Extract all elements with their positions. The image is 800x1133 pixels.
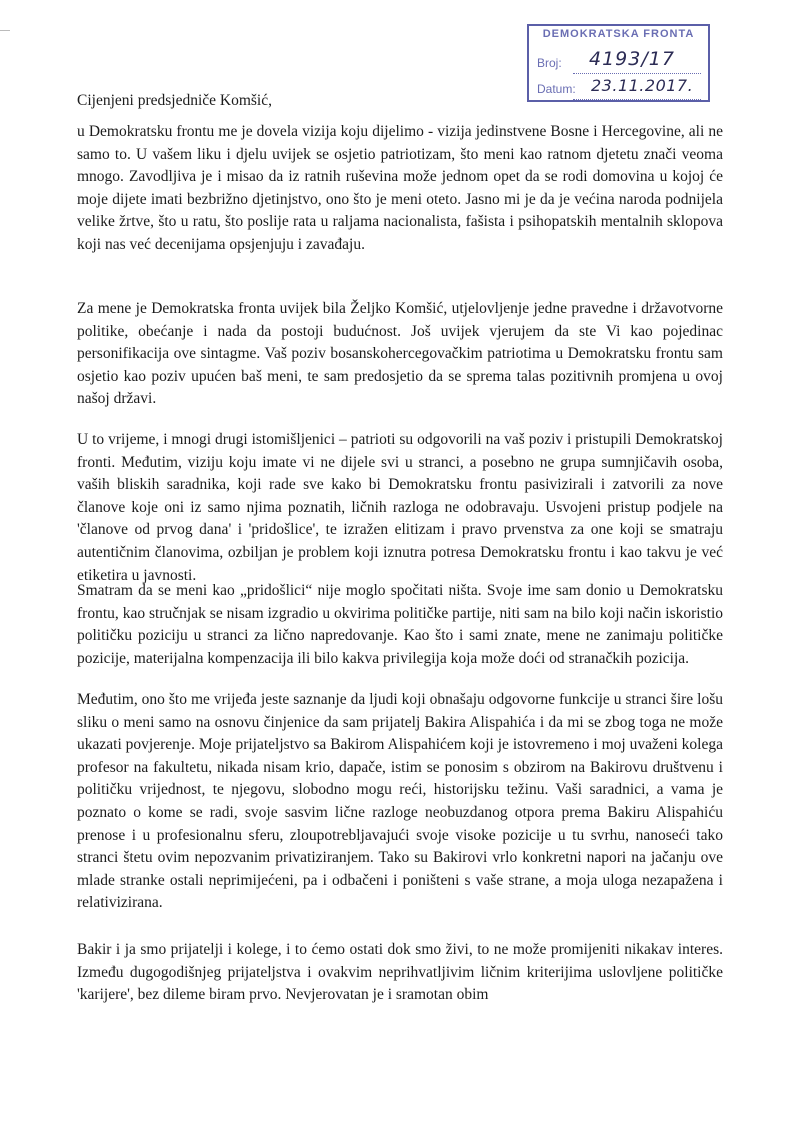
stamp-header: DEMOKRATSKA FRONTA <box>542 28 695 40</box>
paragraph: U to vrijeme, i mnogi drugi istomišljenici – patrioti su odgovorili na vaš poziv i pristupili Demokratskoj fronti. Međutim, viziju koju imate vi ne dijele svi u stranci, a posebno ne grupa sumnjičavih osoba, vaših bliskih saradnika, koji rade sve kako bi Demokratsku frontu pasivizirali i zatvorili za nove članove koje oni iz samo njima poznatih, ličnih razloga ne odobravaju. Usvojeni pristup podjele na 'članove od prvog dana' i 'pridošlice', te izražen elitizam i pravo prvenstva za one koji se smatraju autentičnim članovima, ozbiljan je problem koji iznutra potresa Demokratsku frontu i kao takvu je već etiketira u javnosti. <box>77 431 723 584</box>
stamp-datum-label: Datum: <box>537 82 576 96</box>
salutation: Cijenjeni predsjedniče Komšić, <box>77 92 272 109</box>
paragraph: Smatram da se meni kao „pridošlici“ nije moglo spočitati ništa. Svoje ime sam donio u Demokratsku frontu, kao stručnjak se nisam izgradio u okvirima političke partije, niti sam na bilo koji način iskoristio političku poziciju u stranci za lično napredovanje. Kao što i sami znate, mene ne zanimaju političke pozicije, materijalna kompenzacija ili bilo kakva privilegija koja može doći od stranačkih pozicija. <box>77 582 723 667</box>
stamp-datum-line <box>573 98 701 100</box>
stamp-datum-value: 23.11.2017. <box>591 76 694 95</box>
scan-mark <box>0 30 10 31</box>
stamp-broj-label: Broj: <box>537 56 562 70</box>
paragraph: u Demokratsku frontu me je dovela vizija koju dijelimo - vizija jedinstvene Bosne i Hercegovine, ali ne samo to. U vašem liku i djelu uvijek se osjetio patriotizam, što meni kao ratnom djetetu znači veoma mnogo. Zavodljiva je i misao da iz ratnih ruševina može jednom opet da se rodi domovina u kojoj će moje dijete imati bezbrižno djetinjstvo, ono što je meni oteto. Jasno mi je da je većina naroda podnijela velike žrtve, što u ratu, što poslije rata u raljama nacionalista, fašista i psihopatskih mentalnih sklopova koji nas već decenijama opsjenjuju i zavađaju. <box>77 123 723 253</box>
paragraph: Bakir i ja smo prijatelji i kolege, i to ćemo ostati dok smo živi, to ne može promijeniti nikakav interes. Između dugogodišnjeg prijateljstva i ovakvim neprihvatljivim ličnim kriterijima uslovljene političke 'karijere', bez dileme biram prvo. Nevjerovatan je i sramotan obim <box>77 941 723 1004</box>
stamp-broj-value: 4193/17 <box>589 48 675 70</box>
registry-stamp <box>527 24 710 102</box>
paragraph: Međutim, ono što me vrijeđa jeste saznanje da ljudi koji obnašaju odgovorne funkcije u stranci šire lošu sliku o meni samo na osnovu činjenice da sam prijatelj Bakira Alispahića i da mi se zbog toga ne može ukazati povjerenje. Moje prijateljstvo sa Bakirom Alispahićem koji je istovremeno i moj uvaženi kolega profesor na fakultetu, nikada nisam krio, dapače, istim se ponosim s obzirom na Bakirovu društvenu i političku vrijednost, te njegovu, slobodno mogu reći, historijsku težinu. Vaši saradnici, a vama je poznato o kome se radi, svoje sasvim lične razloge neobuzdanog otpora prema Bakiru Alispahiću prenose i u profesionalnu sferu, zloupotrebljavajući svoje visoke pozicije u tu svrhu, nanoseći tako stranci štetu ovim nepozvanim privatiziranjem. Tako su Bakirovi vrlo konkretni napori na jačanju ove mlade stranke ostali neprimijećeni, pa i odbačeni i poništeni s vaše strane, a moja uloga nezapažena i relativizirana. <box>77 691 723 912</box>
stamp-broj-line <box>573 72 701 74</box>
paragraph: Za mene je Demokratska fronta uvijek bila Željko Komšić, utjelovljenje jedne pravedne i državotvorne politike, obećanje i nada da postoji budućnost. Još uvijek vjerujem da ste Vi kao pojedinac personifikacija ove sintagme. Vaš poziv bosanskohercegovačkim patriotima u Demokratsku frontu sam osjetio kao poziv upućen baš meni, te sam predosjetio da se sprema talas pozitivnih promjena u ovoj našoj državi. <box>77 300 723 408</box>
